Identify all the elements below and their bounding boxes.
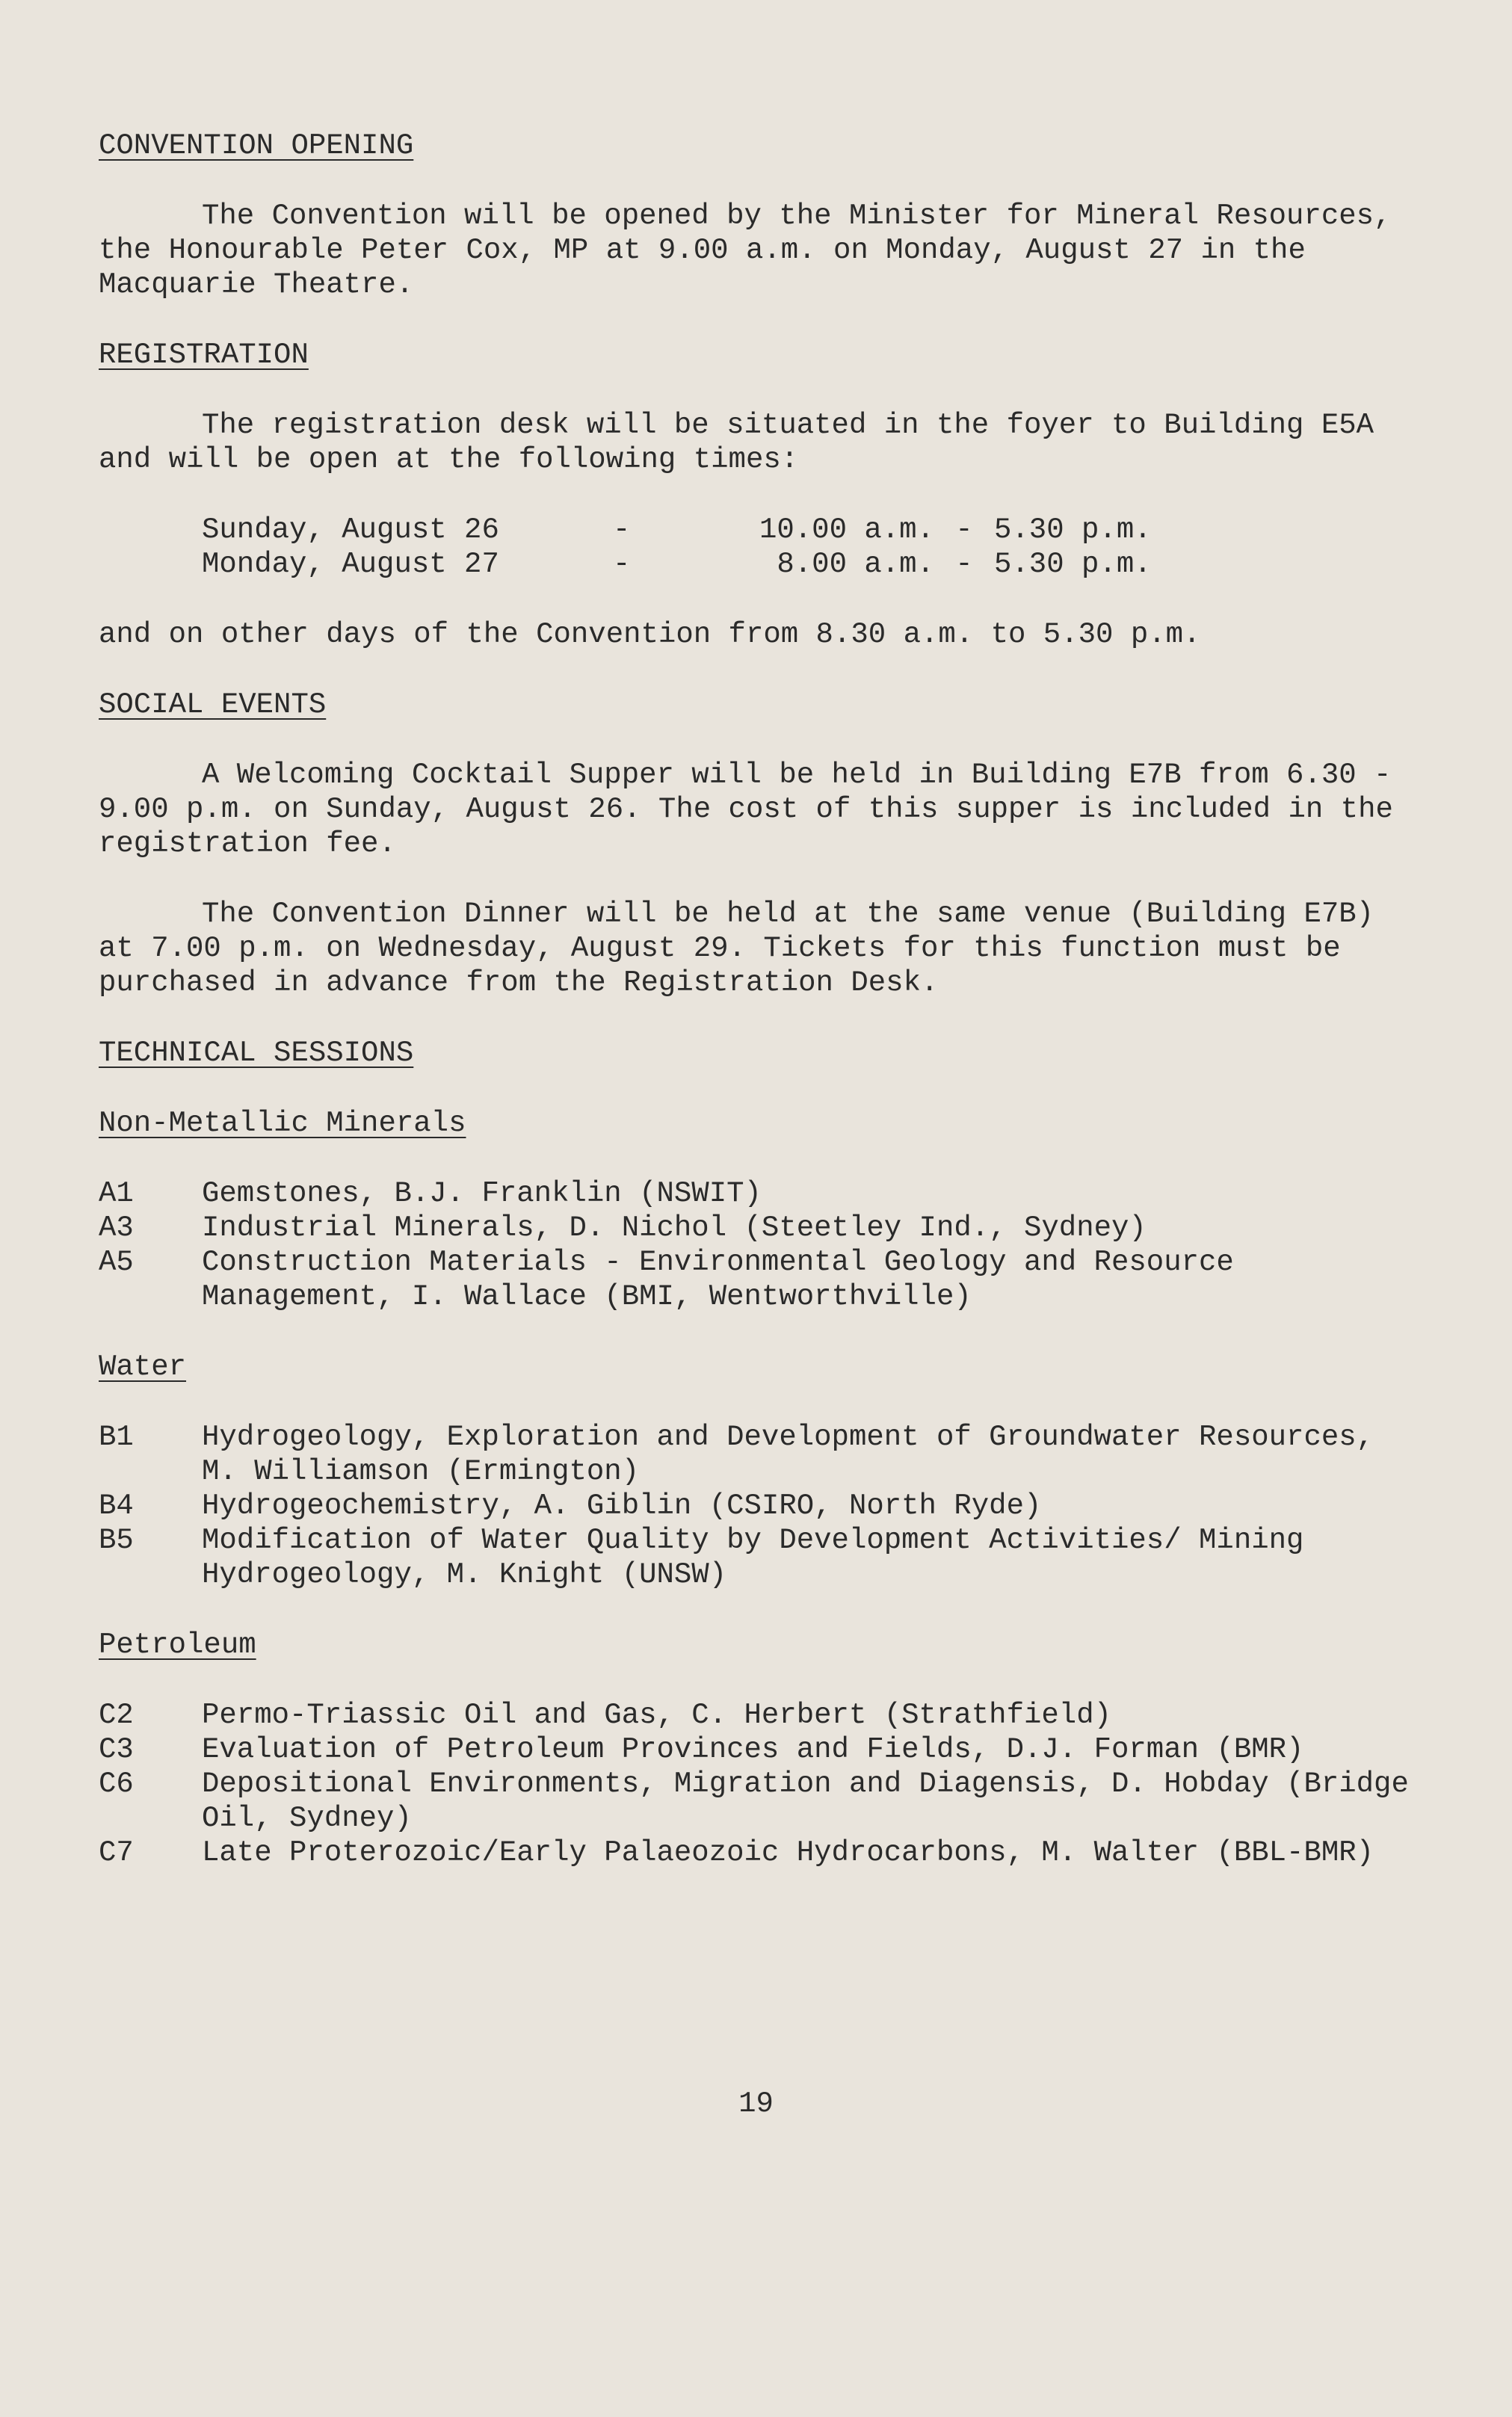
social-events-heading: SOCIAL EVENTS — [99, 688, 327, 721]
technical-sessions-heading: TECHNICAL SESSIONS — [99, 1037, 414, 1069]
session-text: Industrial Minerals, D. Nichol (Steetley Ind., Sydney) — [202, 1211, 1147, 1244]
list-item — [99, 1176, 1414, 1211]
session-list-water — [99, 1420, 1414, 1592]
registration-time-row — [202, 547, 1414, 581]
session-text: Evaluation of Petroleum Provinces and Fields, D.J. Forman (BMR) — [202, 1733, 1304, 1766]
registration-time-row — [202, 513, 1414, 547]
session-list-petroleum — [99, 1698, 1414, 1870]
session-code: B1 — [99, 1421, 134, 1454]
session-text: Hydrogeochemistry, A. Giblin (CSIRO, North Ryde) — [202, 1490, 1042, 1522]
page-number: 19 — [738, 2087, 774, 2120]
session-text: Late Proterozoic/Early Palaeozoic Hydrocarbons, M. Walter (BBL-BMR) — [202, 1836, 1374, 1869]
registration-times — [202, 513, 1414, 581]
list-item — [99, 1732, 1414, 1767]
session-text: Construction Materials - Environmental Geology and Resource Management, I. Wallace (BMI, Wentworthville) — [202, 1246, 1234, 1313]
session-code: A1 — [99, 1177, 134, 1210]
session-group-title-water: Water — [99, 1351, 187, 1383]
session-group-title-non-metallic: Non-Metallic Minerals — [99, 1107, 466, 1140]
list-item — [99, 1836, 1414, 1870]
time-separator: - — [955, 548, 973, 581]
registration-heading: REGISTRATION — [99, 339, 309, 371]
document-page — [99, 129, 1414, 1906]
registration-text: The registration desk will be situated in the foyer to Building E5A and will be open at the following times: — [99, 409, 1374, 476]
session-code: B4 — [99, 1490, 134, 1522]
session-group-title-petroleum: Petroleum — [99, 1629, 256, 1661]
list-item — [99, 1245, 1414, 1314]
session-text: Modification of Water Quality by Development Activities/ Mining Hydrogeology, M. Knight (UNSW) — [202, 1524, 1304, 1591]
session-code: C2 — [99, 1699, 134, 1732]
session-list-non-metallic — [99, 1176, 1414, 1314]
list-item — [99, 1767, 1414, 1836]
time-day: Sunday, August 26 — [202, 513, 499, 546]
time-day: Monday, August 27 — [202, 548, 499, 581]
session-text: Gemstones, B.J. Franklin (NSWIT) — [202, 1177, 762, 1210]
time-start: 10.00 a.m. — [759, 513, 934, 546]
session-text: Depositional Environments, Migration and Diagensis, D. Hobday (Bridge Oil, Sydney) — [202, 1768, 1409, 1835]
session-text: Hydrogeology, Exploration and Development of Groundwater Resources, M. Williamson (Ermington) — [202, 1421, 1374, 1488]
list-item — [99, 1211, 1414, 1245]
list-item — [99, 1698, 1414, 1732]
time-start: 8.00 a.m. — [777, 548, 934, 581]
session-code: C6 — [99, 1768, 134, 1800]
session-code: A3 — [99, 1211, 134, 1244]
list-item — [99, 1420, 1414, 1489]
session-code: B5 — [99, 1524, 134, 1557]
convention-opening-text: The Convention will be opened by the Minister for Mineral Resources, the Honourable Peter Cox, MP at 9.00 a.m. on Monday, August 27 in the Macquarie Theatre. — [99, 200, 1392, 301]
list-item — [99, 1523, 1414, 1592]
convention-opening-heading: CONVENTION OPENING — [99, 129, 414, 162]
time-dash: - — [613, 513, 631, 546]
time-end: 5.30 p.m. — [994, 513, 1152, 546]
session-code: C3 — [99, 1733, 134, 1766]
session-code: C7 — [99, 1836, 134, 1869]
social-events-paragraph-1: A Welcoming Cocktail Supper will be held in Building E7B from 6.30 - 9.00 p.m. on Sunday, August 26. The cost of this supper is included in the registration fee. — [99, 759, 1393, 860]
time-separator: - — [955, 513, 973, 546]
time-end: 5.30 p.m. — [994, 548, 1152, 581]
list-item — [99, 1489, 1414, 1523]
session-code: A5 — [99, 1246, 134, 1279]
registration-other-days: and on other days of the Convention from 8.30 a.m. to 5.30 p.m. — [99, 618, 1201, 651]
session-text: Permo-Triassic Oil and Gas, C. Herbert (Strathfield) — [202, 1699, 1111, 1732]
time-dash: - — [613, 548, 631, 581]
social-events-paragraph-2: The Convention Dinner will be held at the same venue (Building E7B) at 7.00 p.m. on Wednesday, August 29. Tickets for this function must be purchased in advance from the Registration Desk. — [99, 898, 1374, 999]
